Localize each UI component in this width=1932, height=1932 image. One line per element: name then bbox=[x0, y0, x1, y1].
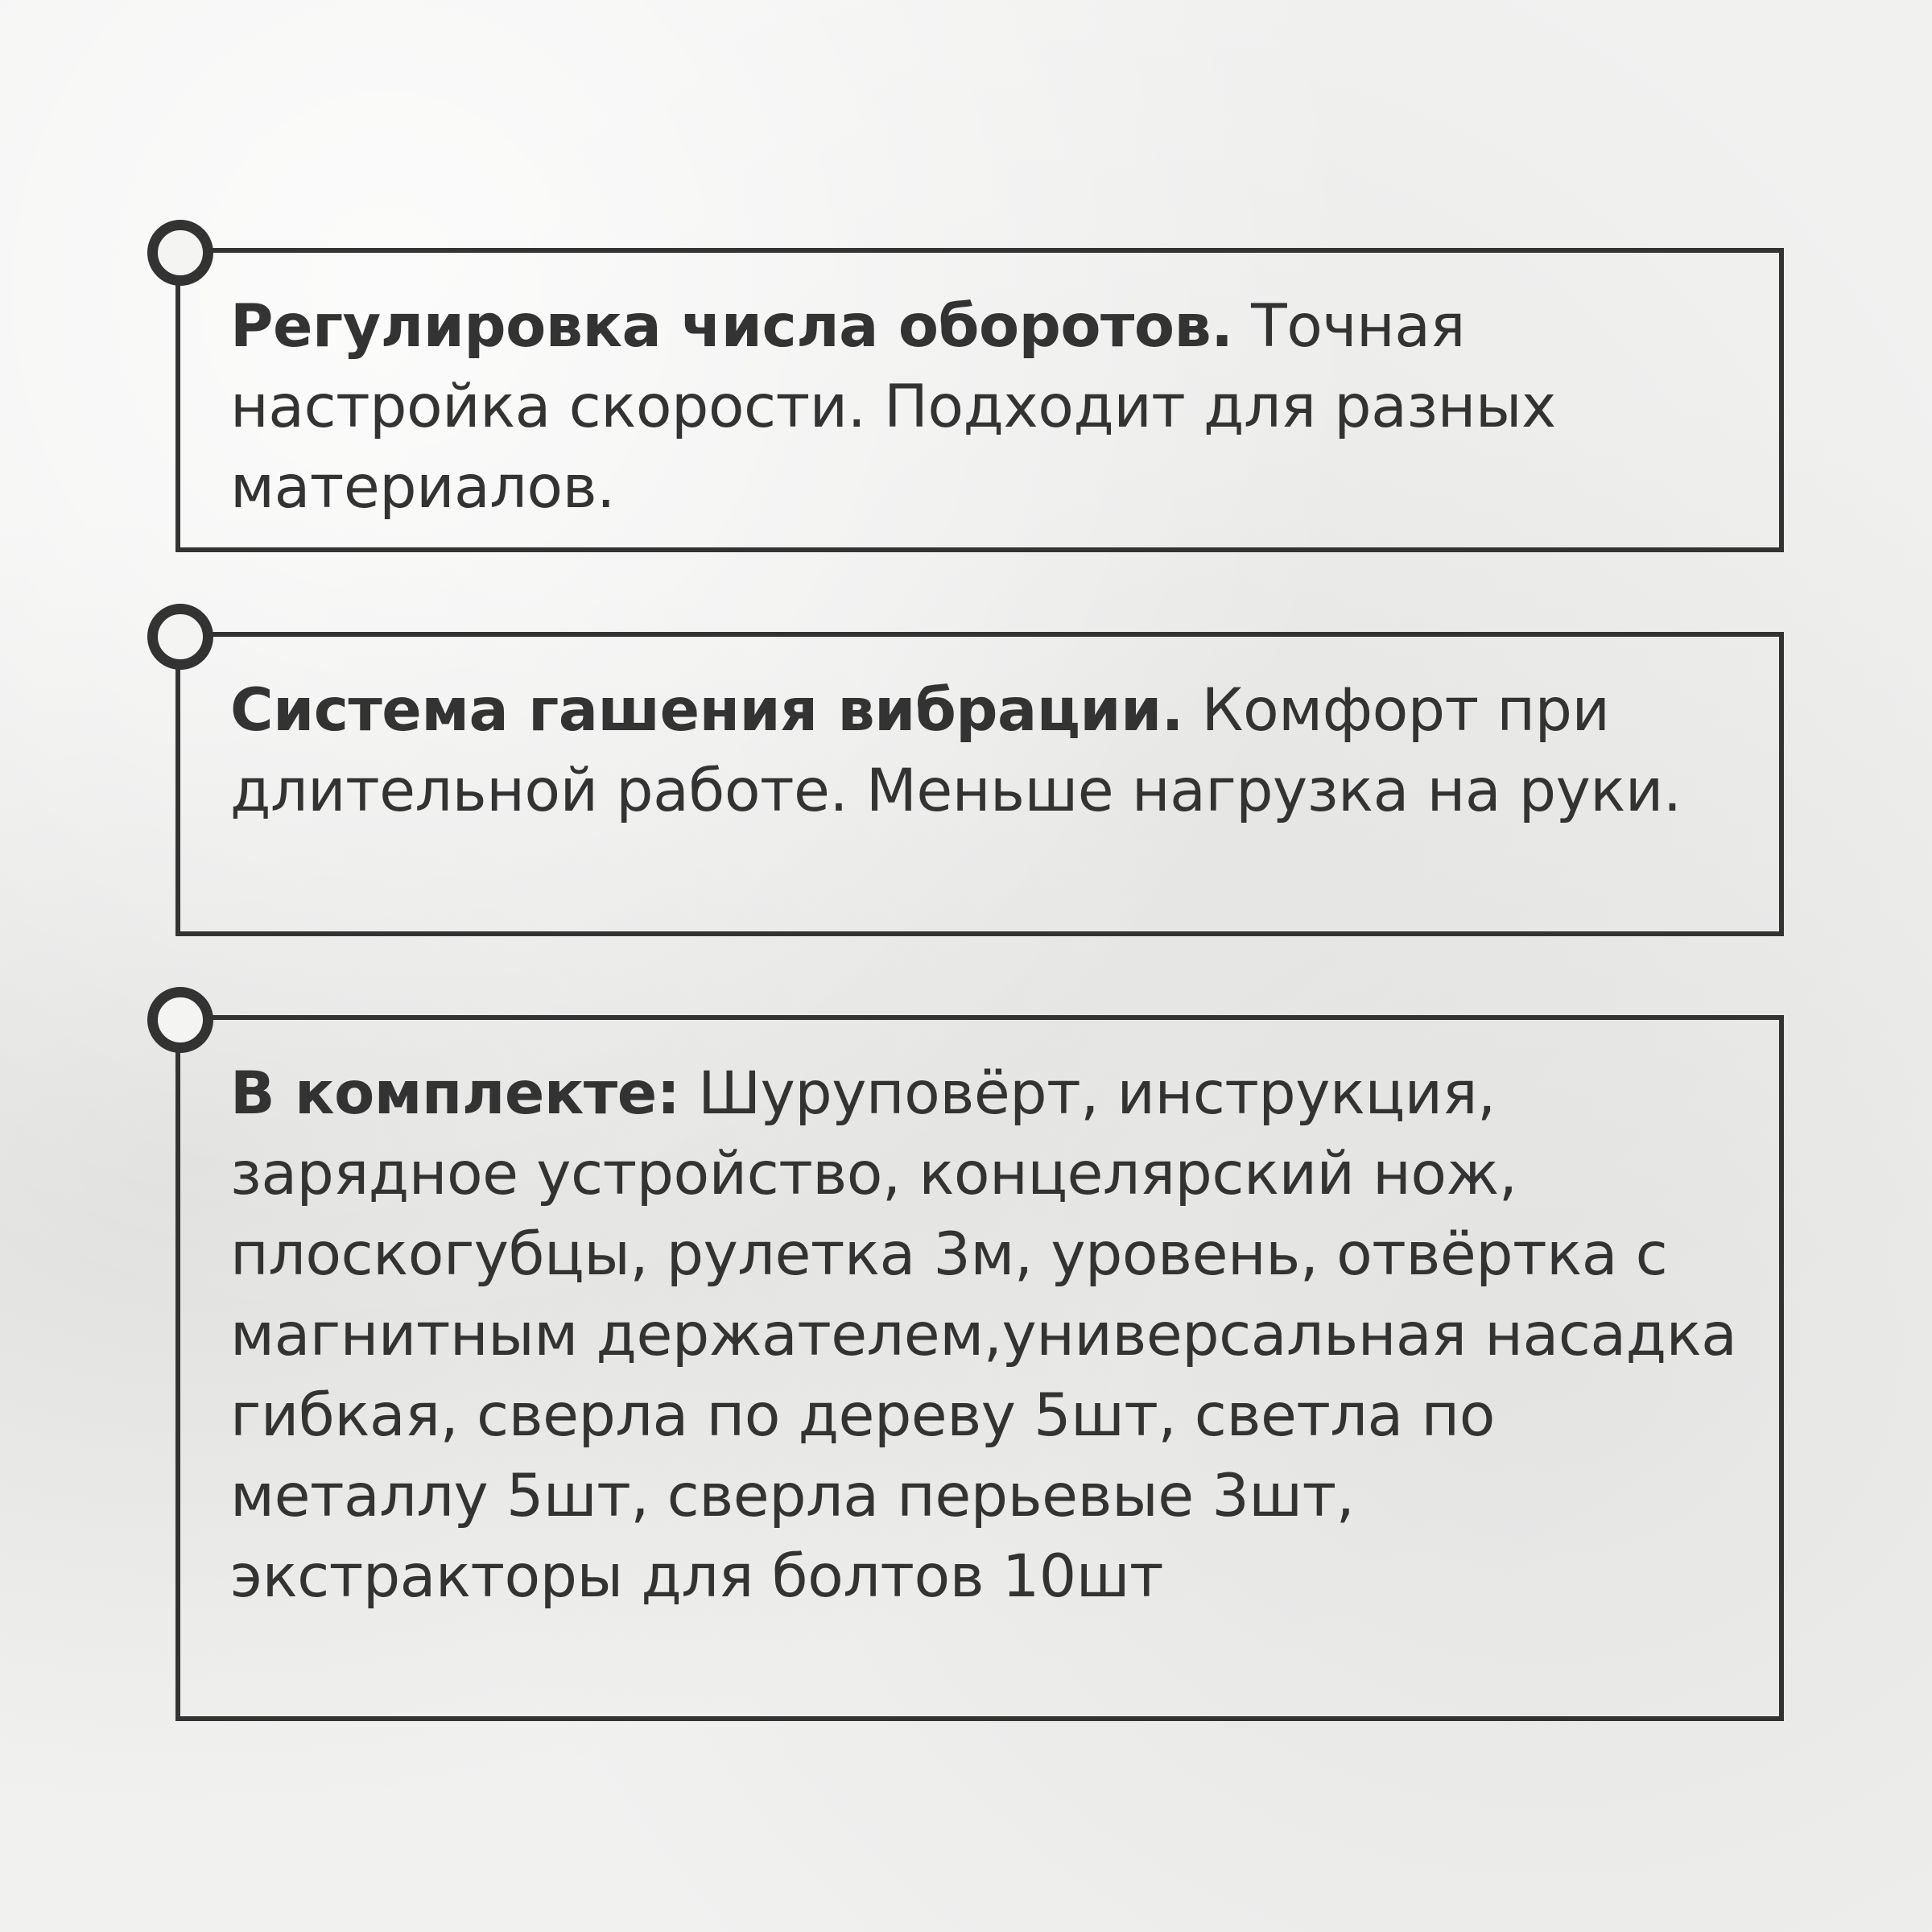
circle-bullet-icon bbox=[147, 220, 213, 286]
circle-bullet-icon bbox=[147, 604, 213, 670]
feature-card-speed-control bbox=[175, 248, 1784, 552]
feature-card-vibration-damping bbox=[175, 632, 1784, 936]
feature-title: Система гашения вибрации. bbox=[230, 676, 1183, 745]
feature-description bbox=[230, 1054, 1744, 1617]
feature-description bbox=[230, 287, 1744, 528]
feature-text: Точная настройка скорости. Подходит для разных материалов. bbox=[230, 292, 1556, 522]
feature-description bbox=[230, 671, 1744, 832]
feature-text: Шуруповёрт, инструкция, зарядное устройство, концелярский нож, плоскогубцы, рулетка 3м, уровень, отвёртка с магнитным держателем,универсальная насадка гибкая, сверла по дереву 5шт, светла по металлу 5шт, сверла перьевые 3шт, экстракторы для болтов 10шт bbox=[230, 1059, 1737, 1611]
circle-bullet-icon bbox=[147, 987, 213, 1053]
feature-title: В комплекте: bbox=[230, 1059, 680, 1128]
feature-title: Регулировка числа оборотов. bbox=[230, 292, 1233, 361]
feature-text: Комфорт при длительной работе. Меньше нагрузка на руки. bbox=[230, 676, 1682, 825]
feature-card-kit-contents bbox=[175, 1015, 1784, 1721]
